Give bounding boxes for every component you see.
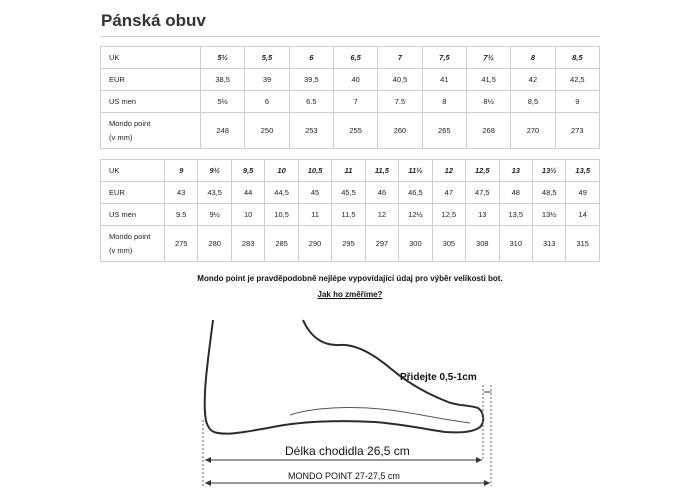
table-cell: 38,5 [201, 69, 245, 91]
row-label: UK [101, 160, 165, 182]
table-cell: 8,5 [555, 47, 599, 69]
table-cell: 7,5 [422, 47, 466, 69]
how-to-measure-link[interactable]: Jak ho změříme? [317, 290, 383, 299]
table-cell: 49 [566, 182, 600, 204]
table-cell: 42,5 [555, 69, 599, 91]
table-cell: 8 [511, 47, 555, 69]
table-cell: 47,5 [466, 182, 499, 204]
table-cell: 39 [245, 69, 289, 91]
table-cell: 268 [466, 113, 510, 149]
table-cell: 250 [245, 113, 289, 149]
table-cell: 5½ [201, 91, 245, 113]
table-cell: 8 [422, 91, 466, 113]
table-cell: 45,5 [332, 182, 365, 204]
table-cell: 13,5 [499, 204, 532, 226]
mondo-arrowhead-left [205, 480, 211, 486]
table-cell: 40,5 [378, 69, 422, 91]
table-cell: 13 [466, 204, 499, 226]
table-cell: 13½ [532, 204, 565, 226]
table-cell: 255 [333, 113, 377, 149]
foot-length-label: Délka chodidla 26,5 cm [285, 444, 410, 458]
table-cell: 39,5 [289, 69, 333, 91]
table-cell: 5,5 [245, 47, 289, 69]
table-cell: 8½ [466, 91, 510, 113]
mondo-arrowhead-right [484, 480, 490, 486]
table-cell: 7.5 [378, 91, 422, 113]
table-cell: 9 [165, 160, 198, 182]
table-cell: 12½ [399, 204, 432, 226]
table-cell: 273 [555, 113, 599, 149]
add-length-label: Přidejte 0,5-1cm [400, 372, 477, 383]
row-label: Mondo point (v mm) [101, 226, 165, 262]
table-cell: 7½ [466, 47, 510, 69]
table-cell: 270 [511, 113, 555, 149]
table-cell: 46,5 [399, 182, 432, 204]
table-cell: 283 [231, 226, 264, 262]
table-cell: 46 [365, 182, 398, 204]
table-cell: 10 [265, 160, 298, 182]
table-cell: 43,5 [198, 182, 231, 204]
table-cell: 7 [333, 91, 377, 113]
table-cell: 6,5 [333, 47, 377, 69]
table-cell: 44 [231, 182, 264, 204]
table-cell: 6 [289, 47, 333, 69]
table-cell: 11 [298, 204, 331, 226]
table-cell: 248 [201, 113, 245, 149]
table-cell: 12,5 [466, 160, 499, 182]
table-cell: 13 [499, 160, 532, 182]
table-cell: 11,5 [365, 160, 398, 182]
table-cell: 6 [245, 91, 289, 113]
table-cell: 9 [555, 91, 599, 113]
table-cell: 295 [332, 226, 365, 262]
table-cell: 11 [332, 160, 365, 182]
table-cell: 42 [511, 69, 555, 91]
table-cell: 305 [432, 226, 465, 262]
row-label: US men [101, 204, 165, 226]
row-label: EUR [101, 69, 201, 91]
mondo-length-label: MONDO POINT 27-27,5 cm [288, 471, 400, 481]
table-cell: 47 [432, 182, 465, 204]
table-cell: 297 [365, 226, 398, 262]
table-cell: 9½ [198, 204, 231, 226]
table-cell: 7 [378, 47, 422, 69]
table-cell: 11,5 [332, 204, 365, 226]
row-label: Mondo point (v mm) [101, 113, 201, 149]
mondo-point-note: Mondo point je pravděpodobně nejlépe vypovídající údaj pro výběr velikosti bot. [197, 274, 503, 283]
table-cell: 10,5 [265, 204, 298, 226]
table-cell: 41,5 [466, 69, 510, 91]
table-cell: 6.5 [289, 91, 333, 113]
table-cell: 285 [265, 226, 298, 262]
table-cell: 13½ [532, 160, 565, 182]
table-cell: 13,5 [566, 160, 600, 182]
foot-length-arrowhead-left [205, 457, 211, 463]
table-cell: 253 [289, 113, 333, 149]
table-cell: 260 [378, 113, 422, 149]
table-cell: 280 [198, 226, 231, 262]
row-label: EUR [101, 182, 165, 204]
table-cell: 40 [333, 69, 377, 91]
table-cell: 275 [165, 226, 198, 262]
table-cell: 308 [466, 226, 499, 262]
table-cell: 45 [298, 182, 331, 204]
table-cell: 11½ [399, 160, 432, 182]
table-cell: 48 [499, 182, 532, 204]
table-cell: 9,5 [231, 160, 264, 182]
table-cell: 44,5 [265, 182, 298, 204]
table-cell: 12 [365, 204, 398, 226]
table-cell: 12 [432, 160, 465, 182]
table-cell: 310 [499, 226, 532, 262]
table-cell: 8,5 [511, 91, 555, 113]
row-label: UK [101, 47, 201, 69]
foot-length-arrowhead-right [476, 457, 482, 463]
table-cell: 43 [165, 182, 198, 204]
table-cell: 12,5 [432, 204, 465, 226]
table-cell: 265 [422, 113, 466, 149]
table-cell: 9½ [198, 160, 231, 182]
table-cell: 313 [532, 226, 565, 262]
table-cell: 9.5 [165, 204, 198, 226]
table-cell: 10,5 [298, 160, 331, 182]
page-title: Pánská obuv [101, 11, 206, 30]
table-cell: 290 [298, 226, 331, 262]
row-label: US men [101, 91, 201, 113]
table-cell: 14 [566, 204, 600, 226]
table-cell: 315 [566, 226, 600, 262]
table-cell: 300 [399, 226, 432, 262]
table-cell: 48,5 [532, 182, 565, 204]
foot-arch-line [290, 408, 470, 423]
table-cell: 5½ [201, 47, 245, 69]
table-cell: 10 [231, 204, 264, 226]
table-cell: 41 [422, 69, 466, 91]
